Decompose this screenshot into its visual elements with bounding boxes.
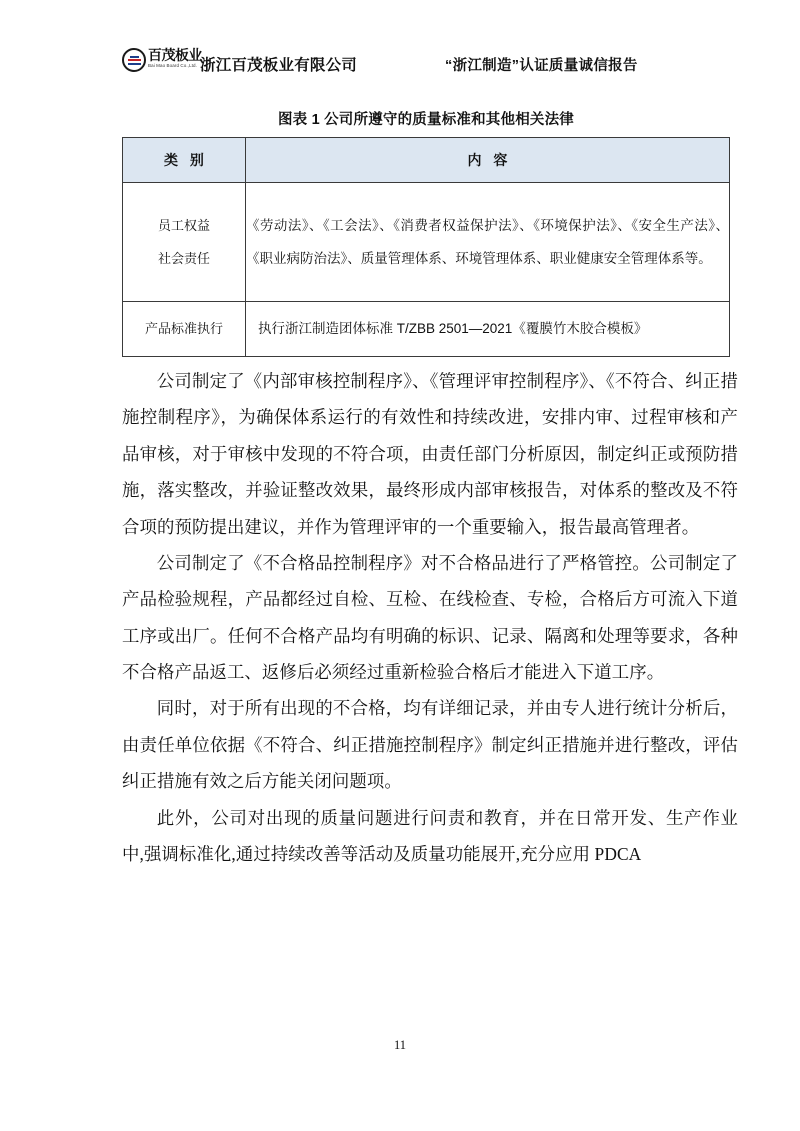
body-paragraph: 公司制定了《内部审核控制程序》、《管理评审控制程序》、《不符合、纠正措施控制程序》，为确保体系运行的有效性和持续改进，安排内审、过程审核和产品审核，对于审核中发现的不符合项，由责任部门分析原因，制定纠正或预防措施，落实整改，并验证整改效果，最终形成内部审核报告，对体系的整改及不符合项的预防提出建议，并作为管理评审的一个重要输入，报告最高管理者。 [122,371,738,537]
cell-content: 《劳动法》、《工会法》、《消费者权益保护法》、《环境保护法》、《安全生产法》、《职业病防治法》、质量管理体系、环境管理体系、职业健康安全管理体系等。 [246,183,730,302]
document-body [122,363,738,872]
standards-table [122,137,730,357]
logo-chinese-name: 百茂板业 [148,47,202,63]
cell-content: 执行浙江制造团体标准 T/ZBB 2501—2021《覆膜竹木胶合模板》 [246,302,730,357]
header-company-name: 浙江百茂板业有限公司 [200,57,358,74]
logo-wordmark [148,48,202,69]
company-seal-icon [122,48,146,72]
cell-category [123,302,246,357]
category-line-1: 产品标准执行 [144,321,223,337]
table-header-row [123,138,730,183]
category-line-2: 社会责任 [157,251,210,266]
table-row [123,183,730,302]
body-paragraph: 公司制定了《不合格品控制程序》对不合格品进行了严格管控。公司制定了产品检验规程，产品都经过自检、互检、在线检查、专检，合格后方可流入下道工序或出厂。任何不合格产品均有明确的标识、记录、隔离和处理等要求，各种不合格产品返工、返修后必须经过重新检验合格后才能进入下道工序。 [122,552,738,682]
column-header-content: 内 容 [246,138,730,183]
table-caption: 图表 1 公司所遵守的质量标准和其他相关法律 [277,112,575,128]
cell-category [123,183,246,302]
table-row [123,302,730,357]
header-report-title: “浙江制造”认证质量诚信报告 [445,57,638,74]
logo-english-name: Bai Mao Board Co.,Ltd. [148,63,197,68]
body-paragraph: 此外，公司对出现的质量问题进行问责和教育，并在日常开发、生产作业中,强调标准化,通过持续改善等活动及质量功能展开,充分应用 PDCA [122,807,738,864]
category-line-1: 员工权益 [157,217,210,233]
page-number: 11 [393,1038,407,1052]
company-logo [122,48,202,82]
column-header-category: 类 别 [123,138,246,183]
body-paragraph: 同时，对于所有出现的不合格，均有详细记录，并由专人进行统计分析后，由责任单位依据《不符合、纠正措施控制程序》制定纠正措施并进行整改，评估纠正措施有效之后方能关闭问题项。 [122,698,738,792]
document-header [122,44,730,84]
